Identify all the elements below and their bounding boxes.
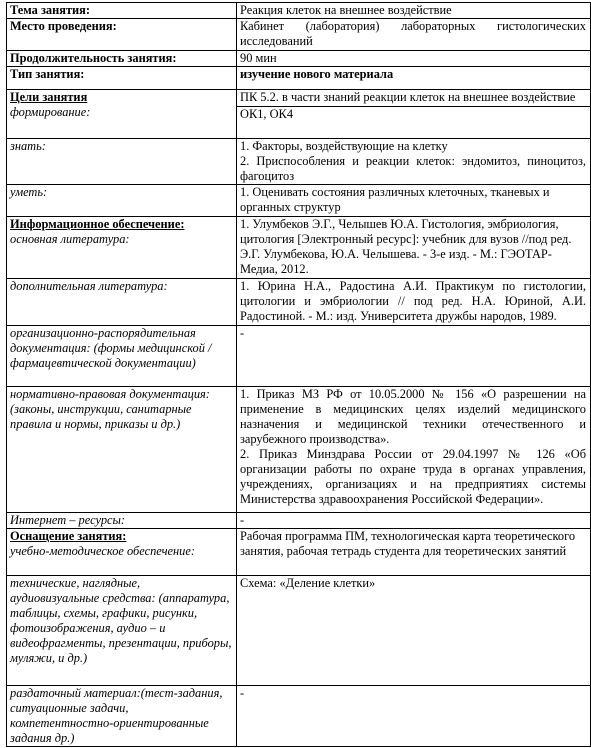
internet-value: - — [237, 513, 591, 529]
org-docs-value: - — [237, 326, 591, 387]
row-can — [7, 185, 591, 217]
lesson-plan-sheet — [6, 2, 590, 747]
know-value-cell — [237, 139, 591, 185]
info-value: 1. Улумбеков Э.Г., Челышев Ю.А. Гистология, эмбриология, цитология [Электронный ресурс]: учебник для вузов //под ред. Э.Г. Улумбекова, Ю.А. Челышева. - 3-е изд. - М.: ГЭОТАР-Медиа, 2012. — [237, 217, 591, 279]
legal-docs-label: нормативно-правовая документация: (законы, инструкции, санитарные правила и нормы, приказы и др.) — [7, 387, 237, 513]
extra-lit-value: 1. Юрина Н.А., Радостина А.И. Практикум по гистологии, цитологии и эмбриологии // под ред. Н.А. Юриной, А.И. Радостиной. - М.: изд. Университета дружбы народов, 1989. — [237, 279, 591, 326]
handout-label: раздаточный материал:(тест-задания, ситуационные задачи, компетентностно-ориентированные задания др.) — [7, 686, 237, 747]
row-topic — [7, 3, 591, 19]
extra-lit-label: дополнительная литература: — [7, 279, 237, 326]
topic-label: Тема занятия: — [7, 3, 237, 19]
goals-value-cell — [237, 90, 591, 139]
goals-value-2: ОК1, ОК4 — [237, 106, 590, 122]
type-value: изучение нового материала — [237, 67, 591, 90]
technical-value: Схема: «Деление клетки» — [237, 576, 591, 686]
row-extra-lit — [7, 279, 591, 326]
legal-docs-value-cell — [237, 387, 591, 513]
row-info — [7, 217, 591, 279]
row-technical — [7, 576, 591, 686]
can-label: уметь: — [7, 185, 237, 217]
row-know — [7, 139, 591, 185]
info-label: Информационное обеспечение: — [10, 217, 185, 231]
goals-value: ПК 5.2. в части знаний реакции клеток на внешнее воздействие — [240, 90, 576, 104]
row-place — [7, 19, 591, 51]
row-handout — [7, 686, 591, 747]
goals-label-cell — [7, 90, 237, 139]
duration-value: 90 мин — [237, 51, 591, 67]
can-value: 1. Оценивать состояния различных клеточных, тканевых и органных структур — [237, 185, 591, 217]
row-duration — [7, 51, 591, 67]
place-value: Кабинет (лаборатория) лабораторных гистологических исследований — [237, 19, 591, 51]
row-equipment — [7, 529, 591, 576]
equipment-sublabel: учебно-методическое обеспечение: — [10, 544, 196, 558]
duration-label: Продолжительность занятия: — [7, 51, 237, 67]
row-legal-docs — [7, 387, 591, 513]
legal-docs-item: 1. Приказ МЗ РФ от 10.05.2000 № 156 «О разрешении на применение в медицинских целях изделий медицинского назначения и медицинской техники отечественного и зарубежного производства». — [240, 387, 586, 446]
info-label-cell — [7, 217, 237, 279]
row-type — [7, 67, 591, 90]
row-internet — [7, 513, 591, 529]
type-label: Тип занятия: — [7, 67, 237, 90]
equipment-label-cell — [7, 529, 237, 576]
equipment-label: Оснащение занятия: — [10, 529, 127, 543]
handout-value: - — [237, 686, 591, 747]
internet-label: Интернет – ресурсы: — [7, 513, 237, 529]
place-label: Место проведения: — [7, 19, 237, 51]
row-org-docs — [7, 326, 591, 387]
topic-value: Реакция клеток на внешнее воздействие — [237, 3, 591, 19]
equipment-value: Рабочая программа ПМ, технологическая карта теоретического занятия, рабочая тетрадь студента для теоретических занятий — [237, 529, 591, 576]
know-item: 2. Приспособления и реакции клеток: эндомитоз, пиноцитоз, фагоцитоз — [240, 154, 586, 183]
know-item: 1. Факторы, воздействующие на клетку — [240, 139, 448, 153]
org-docs-label: организационно-распорядительная документация: (формы медицинской /фармацевтической документации) — [7, 326, 237, 387]
lesson-plan-table — [6, 2, 591, 747]
technical-label: технические, наглядные, аудиовизуальные средства: (аппаратура, таблицы, схемы, графики, рисунки, фотоизображения, аудио – и видеофрагменты, презентации, приборы, муляжи, и др.) — [7, 576, 237, 686]
info-sublabel: основная литература: — [10, 232, 130, 246]
row-goals — [7, 90, 591, 139]
goals-label: Цели занятия — [10, 90, 88, 104]
know-label: знать: — [7, 139, 237, 185]
legal-docs-item: 2. Приказ Минздрава России от 29.04.1997 № 126 «Об организации работы по охране труда в органах управления, учреждениях, организациях и на предприятиях системы Министерства здравоохранения Российской Федерации». — [240, 447, 586, 506]
goals-sublabel: формирование: — [10, 105, 91, 119]
